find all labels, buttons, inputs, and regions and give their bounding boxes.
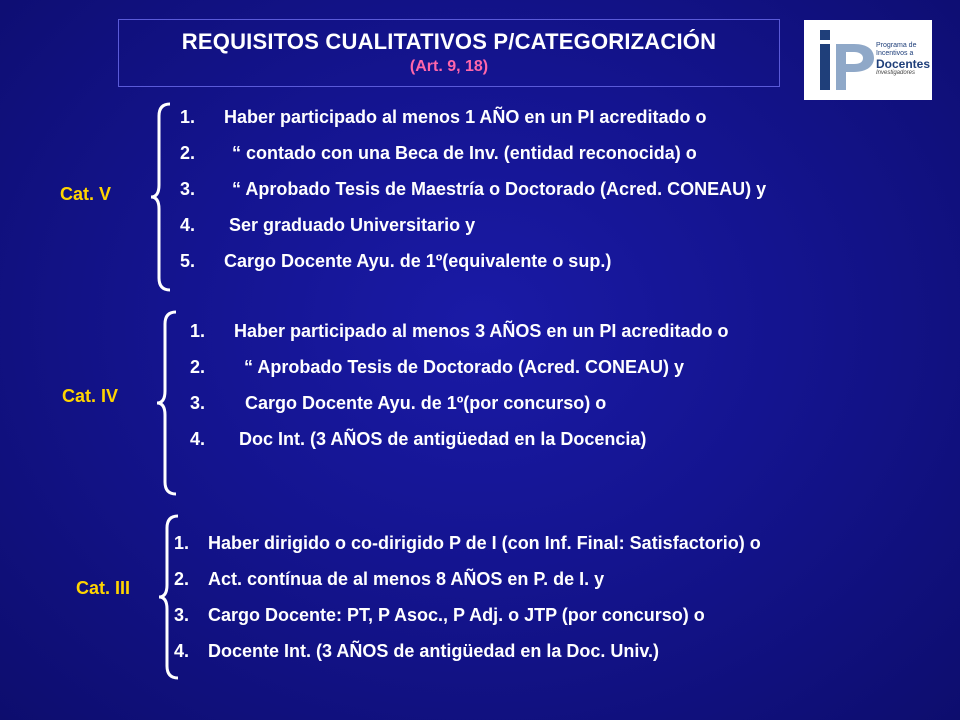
item-number: 1. [190, 321, 206, 341]
page-title: REQUISITOS CUALITATIVOS P/CATEGORIZACIÓN [181, 29, 717, 54]
item-number: 4. [190, 429, 206, 449]
list-item [174, 633, 761, 669]
page-subtitle: (Art. 9, 18) [409, 58, 489, 75]
brace-icon [148, 100, 174, 294]
category-label-iv: Cat. IV [62, 386, 119, 406]
item-text: “ Aprobado Tesis de Doctorado (Acred. CONEAU) y [244, 357, 685, 377]
logo-text [876, 42, 930, 77]
item-number: 4. [174, 641, 190, 661]
item-text: Docente Int. (3 AÑOS de antigüedad en la Doc. Univ.) [208, 641, 660, 661]
item-number: 2. [180, 143, 196, 163]
program-logo [804, 20, 932, 100]
category-iii-list [174, 525, 761, 669]
category-v-list [180, 99, 766, 279]
item-text: Haber participado al menos 1 AÑO en un PI acreditado o [224, 107, 707, 127]
list-item [180, 171, 766, 207]
item-number: 1. [180, 107, 196, 127]
brace-icon [154, 308, 180, 498]
list-item [190, 385, 728, 421]
list-item [174, 597, 761, 633]
item-text: Cargo Docente Ayu. de 1º(equivalente o sup.) [224, 251, 612, 271]
list-item [174, 561, 761, 597]
item-number: 1. [174, 533, 190, 553]
ip-logo-mark-icon [816, 30, 876, 94]
list-item [180, 135, 766, 171]
item-text: Haber dirigido o co-dirigido P de I (con Inf. Final: Satisfactorio) o [208, 533, 761, 553]
item-number: 3. [190, 393, 206, 413]
list-item [174, 525, 761, 561]
item-number: 2. [190, 357, 206, 377]
item-text: Ser graduado Universitario y [224, 215, 476, 235]
list-item [180, 243, 766, 279]
item-text: Act. contínua de al menos 8 AÑOS en P. de I. y [208, 569, 605, 589]
item-number: 4. [180, 215, 196, 235]
title-box [118, 19, 780, 87]
item-text: “ contado con una Beca de Inv. (entidad reconocida) o [232, 143, 697, 163]
category-iv-list [190, 313, 728, 457]
list-item [180, 207, 766, 243]
item-text: Cargo Docente: PT, P Asoc., P Adj. o JTP (por concurso) o [208, 605, 705, 625]
list-item [190, 349, 728, 385]
list-item [190, 421, 728, 457]
item-number: 5. [180, 251, 196, 271]
item-text: Doc Int. (3 AÑOS de antigüedad en la Docencia) [234, 429, 647, 449]
item-number: 2. [174, 569, 190, 589]
item-number: 3. [180, 179, 196, 199]
list-item [180, 99, 766, 135]
logo-line-4: Investigadores [876, 70, 916, 76]
item-text: Haber participado al menos 3 AÑOS en un PI acreditado o [234, 321, 729, 341]
logo-line-1: Programa de [876, 42, 917, 49]
list-item [190, 313, 728, 349]
category-label-v: Cat. V [60, 184, 112, 204]
logo-line-2: Incentivos a [876, 50, 914, 57]
item-number: 3. [174, 605, 190, 625]
item-text: Cargo Docente Ayu. de 1º(por concurso) o [240, 393, 607, 413]
category-label-iii: Cat. III [76, 578, 131, 598]
logo-line-3: Docentes [876, 57, 931, 71]
item-text: “ Aprobado Tesis de Maestría o Doctorado (Acred. CONEAU) y [232, 179, 767, 199]
